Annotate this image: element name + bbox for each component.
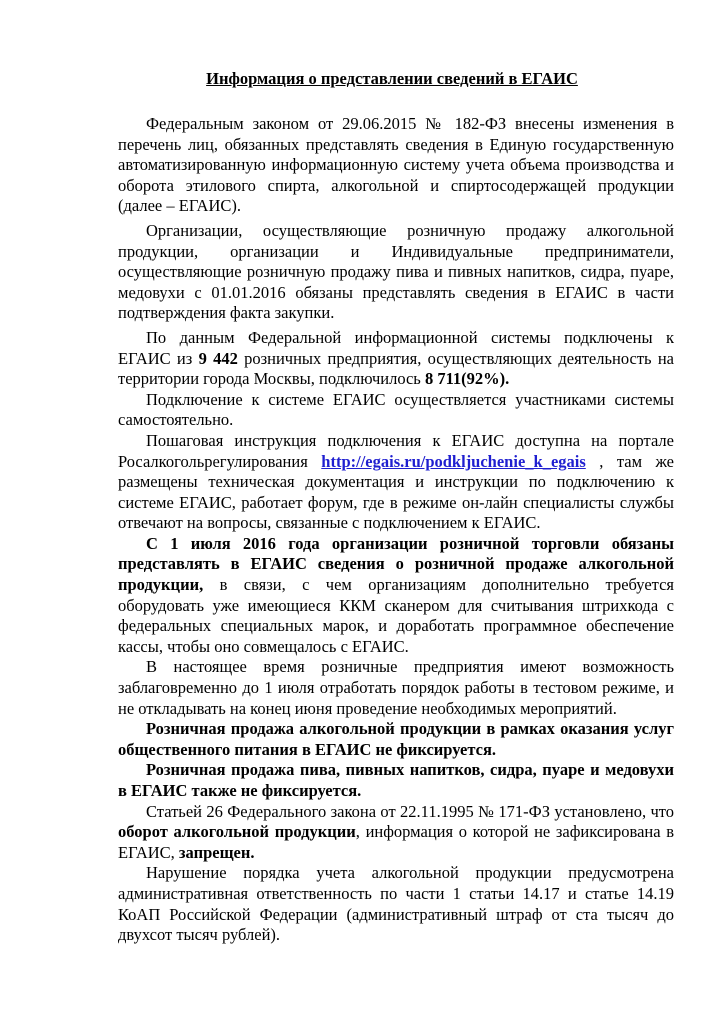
paragraph-prohibition: Статьей 26 Федерального закона от 22.11.1995 № 171-ФЗ установлено, что оборот алкогольной продукции, информация о которой не зафиксирована в ЕГАИС, запрещен. xyxy=(118,801,675,862)
paragraph-law-changes: Федеральным законом от 29.06.2015 № 182-ФЗ внесены изменения в перечень лиц, обязанных представлять сведения в Единую государственную автоматизированную информационную систему учета объема производства и оборота этилового спирта, алкогольной и спиртосодержащей продукции (далее – ЕГАИС). xyxy=(118,114,674,216)
paragraph-self-connection: Подключение к системе ЕГАИС осуществляется участниками системы самостоятельно. xyxy=(118,389,674,430)
document-body xyxy=(118,114,674,946)
paragraph-retail-obligations: Организации, осуществляющие розничную продажу алкогольной продукции, организации и Индивидуальные предприниматели, осуществляющие розничную продажу пива и пивных напитков, сидра, пуаре, медовухи с 01.01.2016 обязаны представлять сведения в ЕГАИС в части подтверждения факта закупки. xyxy=(118,220,674,323)
paragraph-beer-exemption: Розничная продажа пива, пивных напитков, сидра, пуаре и медовухи в ЕГАИС также не фиксируется. xyxy=(118,760,674,800)
paragraph-catering-exemption: Розничная продажа алкогольной продукции в рамках оказания услуг общественного питания в ЕГАИС не фиксируется. xyxy=(118,719,674,759)
paragraph-test-mode: В настоящее время розничные предприятия имеют возможность заблаговременно до 1 июля отработать порядок работы в тестовом режиме, и не откладывать на конец июня проведение необходимых мероприятий. xyxy=(118,657,674,718)
document-title: Информация о представлении сведений в ЕГАИС xyxy=(206,69,578,88)
connected-total: 9 442 xyxy=(198,348,238,368)
connected-count: 8 711(92%). xyxy=(424,369,510,389)
paragraph-moscow-statistics: По данным Федеральной информационной системы подключены к ЕГАИС из 9 442 розничных предприятия, осуществляющих деятельность на территории города Москвы, подключилось 8 711(92%). xyxy=(118,327,674,389)
egais-instruction-link[interactable]: http://egais.ru/podkljuchenie_k_egais xyxy=(321,451,586,471)
paragraph-july-requirement: С 1 июля 2016 года организации розничной торговли обязаны представлять в ЕГАИС сведения о розничной продаже алкогольной продукции, в связи, с чем организациям дополнительно требуется оборудовать уже имеющиеся ККМ сканером для считывания штрихкода с федеральных специальных марок, и доработать программное обеспечение кассы, чтобы оно совмещалось с ЕГАИС. xyxy=(118,533,674,656)
paragraph-liability: Нарушение порядка учета алкогольной продукции предусмотрена административная ответственность по части 1 статьи 14.17 и статье 14.19 КоАП Российской Федерации (административный штраф от ста тысяч до двухсот тысяч рублей). xyxy=(118,863,674,945)
paragraph-instructions: Пошаговая инструкция подключения к ЕГАИС доступна на портале Росалкогольрегулирования http://egais.ru/podkljuchenie_k_egais , там же размещены техническая документация и инструкции по подключению к системе ЕГАИС, работает форум, где в режиме он-лайн специалисты службы отвечают на вопросы, связанные с подключением к ЕГАИС. xyxy=(118,430,674,533)
